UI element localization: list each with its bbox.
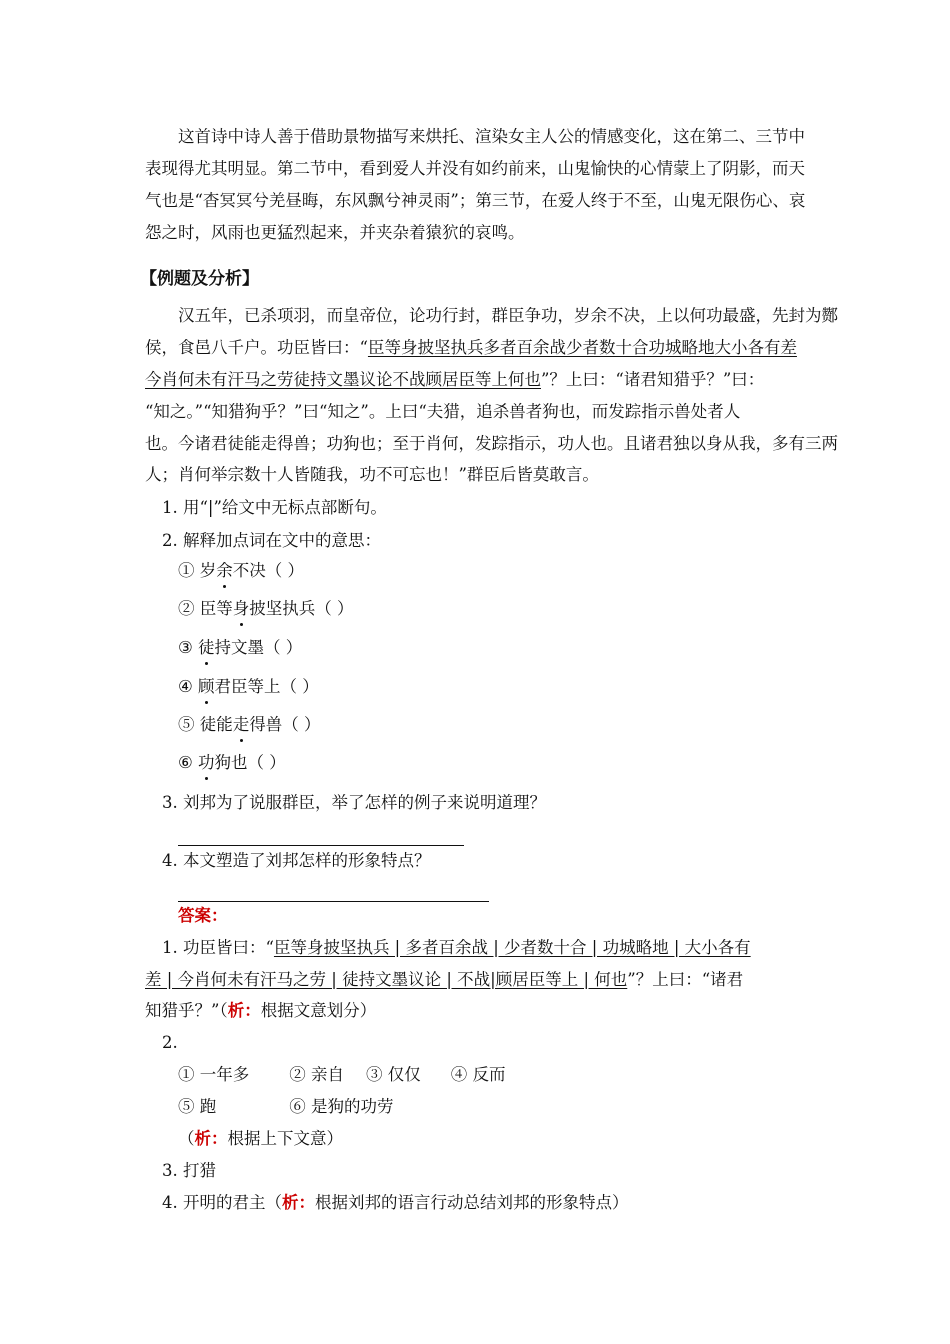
q2-item-3: ③ 徒持文墨（ ） <box>178 638 303 657</box>
dotted-char: 功 <box>198 753 215 772</box>
passage-line-1: 汉五年，已杀项羽，而皇帝位，论功行封，群臣争功，岁余不决，上以何功最盛，先封为酂 <box>178 306 838 325</box>
dotted-char: 走 <box>232 715 250 734</box>
q2-item-2: ② 臣等身披坚执兵（ ） <box>178 599 354 618</box>
passage-line-2 <box>145 337 797 359</box>
answer-2-row-1: ① 一年多 ② 亲自 ③ 仅仅 ④ 反而 <box>178 1065 506 1084</box>
unpunctuated-passage: 今肖何未有汗马之劳徒持文墨议论不战顾居臣等上何也 <box>145 370 541 389</box>
dotted-char: 徒 <box>198 638 215 657</box>
question-3: 3. 刘邦为了说服群臣，举了怎样的例子来说明道理？ <box>162 793 546 812</box>
dotted-char: 顾 <box>198 677 215 696</box>
intro-line-2: 表现得尤其明显。第二节中，看到爱人并没有如约前来，山鬼愉快的心情蒙上了阴影，而天 <box>145 159 805 178</box>
answer-2-number: 2. <box>162 1033 178 1052</box>
q2-item-1: ① 岁余不决（ ） <box>178 561 304 580</box>
answer-2-note: （析：根据上下文意） <box>178 1129 343 1148</box>
passage-line-5: 也。今诸君徒能走得兽；功狗也；至于肖何，发踪指示，功人也。且诸君独以身从我，多有三两 <box>145 434 838 453</box>
dotted-char: 余 <box>216 561 233 580</box>
answer-1-line-3: 知猎乎？”（析：根据文意划分） <box>145 1001 377 1020</box>
q2-item-5: ⑤ 徒能走得兽（ ） <box>178 715 321 734</box>
intro-line-4: 怨之时，风雨也更猛烈起来，并夹杂着猿狖的哀鸣。 <box>145 223 525 242</box>
intro-line-1: 这首诗中诗人善于借助景物描写来烘托、渲染女主人公的情感变化，这在第二、三节中 <box>178 127 805 146</box>
analysis-tag: 析： <box>227 1001 261 1020</box>
dotted-char: 身 <box>232 599 250 618</box>
intro-line-3: 气也是“杳冥冥兮羌昼晦，东风飘兮神灵雨”；第三节，在爱人终于不至，山鬼无限伤心、哀 <box>145 191 806 210</box>
unpunctuated-passage: 臣等身披坚执兵多者百余战少者数十合功城略地大小各有差 <box>367 338 797 357</box>
analysis-tag: 析： <box>282 1193 315 1212</box>
passage-line-4: “知之。”“知猎狗乎？”曰“知之”。上曰“夫猎，追杀兽者狗也，而发踪指示兽处者人 <box>145 402 741 421</box>
answer-label: 答案： <box>178 906 228 925</box>
passage-text: ”？上曰：“诸君知猎乎？”曰： <box>541 370 765 389</box>
punctuated-passage: 臣等身披坚执兵 | 多者百余战 | 少者数十合 | 功城略地 | 大小各有 <box>273 938 751 957</box>
punctuated-passage: 差 | 今肖何未有汗马之劳 | 徒持文墨议论 | 不战|顾居臣等上 | 何也 <box>145 970 628 989</box>
answer-2-row-2: ⑤ 跑 ⑥ 是狗的功劳 <box>178 1097 394 1116</box>
question-1: 1. 用“|”给文中无标点部断句。 <box>162 498 387 517</box>
q2-item-4: ④ 顾君臣等上（ ） <box>178 677 319 696</box>
answer-blank-line <box>178 845 464 846</box>
answer-1-line-1: 1. 功臣皆曰：“臣等身披坚执兵 | 多者百余战 | 少者数十合 | 功城略地 | 大小各有 <box>162 938 751 957</box>
answer-1-line-2: 差 | 今肖何未有汗马之劳 | 徒持文墨议论 | 不战|顾居臣等上 | 何也”？上曰：“诸君 <box>145 970 744 989</box>
answer-blank-line <box>178 901 489 902</box>
answer-4: 4. 开明的君主（析：根据刘邦的语言行动总结刘邦的形象特点） <box>162 1193 629 1212</box>
question-2: 2. 解释加点词在文中的意思： <box>162 531 381 550</box>
passage-line-3 <box>145 369 764 391</box>
question-4: 4. 本文塑造了刘邦怎样的形象特点？ <box>162 851 431 870</box>
passage-line-6: 人；肖何举宗数十人皆随我，功不可忘也！”群臣后皆莫敢言。 <box>145 465 599 484</box>
answer-3: 3. 打猎 <box>162 1161 216 1180</box>
q2-item-6: ⑥ 功狗也（ ） <box>178 753 286 772</box>
passage-text: 侯，食邑八千户。功臣皆曰：“ <box>145 338 368 357</box>
section-heading: 【例题及分析】 <box>140 269 259 289</box>
analysis-tag: 析： <box>194 1129 228 1148</box>
